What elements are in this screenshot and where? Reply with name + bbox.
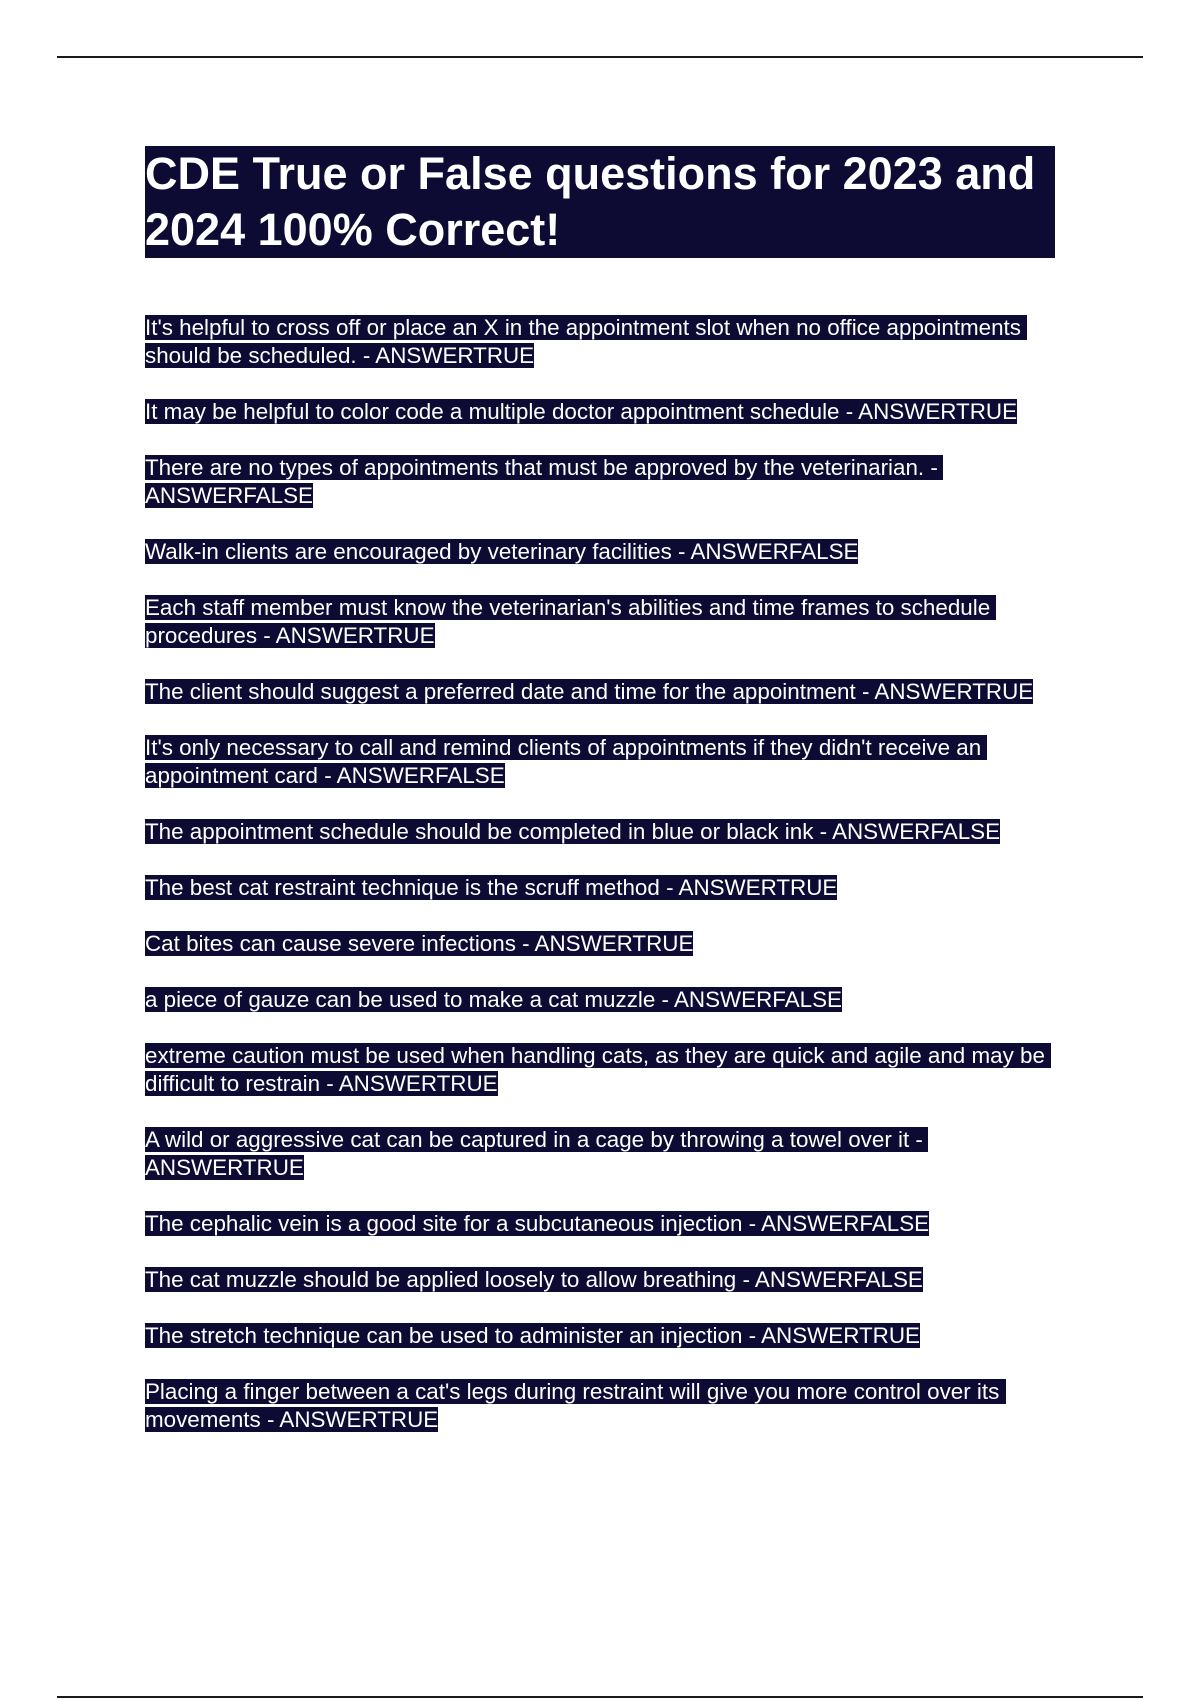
qa-text: There are no types of appointments that must be approved by the veterinarian. - ANSWERFALSE bbox=[145, 455, 943, 508]
qa-text: The best cat restraint technique is the scruff method - ANSWERTRUE bbox=[145, 875, 838, 900]
qa-text: The stretch technique can be used to administer an injection - ANSWERTRUE bbox=[145, 1323, 920, 1348]
qa-item-15 bbox=[145, 1266, 1050, 1294]
bottom-rule bbox=[57, 1696, 1143, 1698]
qa-item-2 bbox=[145, 398, 1050, 426]
qa-text: The appointment schedule should be completed in blue or black ink - ANSWERFALSE bbox=[145, 819, 1001, 844]
qa-item-11 bbox=[145, 986, 1050, 1014]
qa-text: a piece of gauze can be used to make a cat muzzle - ANSWERFALSE bbox=[145, 987, 842, 1012]
qa-item-17 bbox=[145, 1378, 1050, 1434]
qa-text: It's only necessary to call and remind clients of appointments if they didn't receive an appointment card - ANSWERFALSE bbox=[145, 735, 988, 788]
qa-item-12 bbox=[145, 1042, 1050, 1098]
qa-list bbox=[145, 314, 1055, 1434]
qa-text: extreme caution must be used when handling cats, as they are quick and agile and may be difficult to restrain - ANSWERTRUE bbox=[145, 1043, 1052, 1096]
qa-text: Placing a finger between a cat's legs during restraint will give you more control over its movements - ANSWERTRUE bbox=[145, 1379, 1006, 1432]
qa-text: Cat bites can cause severe infections - ANSWERTRUE bbox=[145, 931, 694, 956]
qa-text: It's helpful to cross off or place an X in the appointment slot when no office appointments should be scheduled. - ANSWERTRUE bbox=[145, 315, 1028, 368]
qa-item-16 bbox=[145, 1322, 1050, 1350]
qa-item-13 bbox=[145, 1126, 1050, 1182]
qa-item-1 bbox=[145, 314, 1050, 370]
top-rule bbox=[57, 56, 1143, 58]
qa-item-6 bbox=[145, 678, 1050, 706]
qa-text: It may be helpful to color code a multiple doctor appointment schedule - ANSWERTRUE bbox=[145, 399, 1017, 424]
qa-item-4 bbox=[145, 538, 1050, 566]
qa-text: Walk-in clients are encouraged by veterinary facilities - ANSWERFALSE bbox=[145, 539, 859, 564]
qa-text: A wild or aggressive cat can be captured in a cage by throwing a towel over it - ANSWERTRUE bbox=[145, 1127, 928, 1180]
qa-item-5 bbox=[145, 594, 1050, 650]
qa-item-7 bbox=[145, 734, 1050, 790]
qa-item-9 bbox=[145, 874, 1050, 902]
qa-item-8 bbox=[145, 818, 1050, 846]
qa-item-3 bbox=[145, 454, 1050, 510]
qa-text: Each staff member must know the veterinarian's abilities and time frames to schedule procedures - ANSWERTRUE bbox=[145, 595, 997, 648]
qa-text: The cat muzzle should be applied loosely to allow breathing - ANSWERFALSE bbox=[145, 1267, 923, 1292]
qa-item-10 bbox=[145, 930, 1050, 958]
qa-text: The cephalic vein is a good site for a subcutaneous injection - ANSWERFALSE bbox=[145, 1211, 930, 1236]
qa-item-14 bbox=[145, 1210, 1050, 1238]
document-body bbox=[145, 146, 1055, 1462]
document-title: CDE True or False questions for 2023 and 2024 100% Correct! bbox=[145, 146, 1055, 258]
qa-text: The client should suggest a preferred date and time for the appointment - ANSWERTRUE bbox=[145, 679, 1034, 704]
